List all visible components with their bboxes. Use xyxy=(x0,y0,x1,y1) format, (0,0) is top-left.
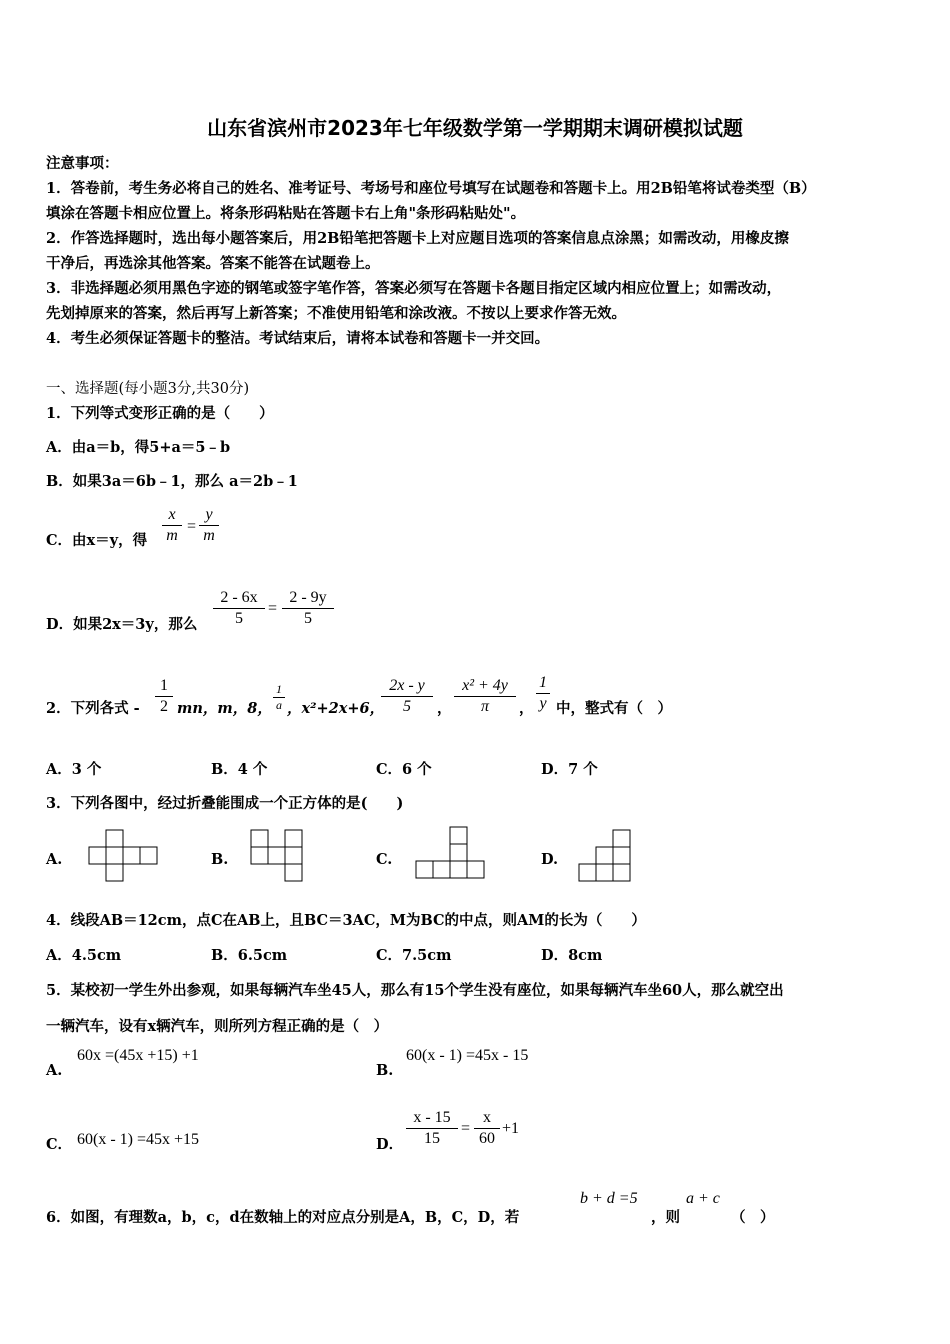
comma: ， xyxy=(437,700,452,717)
q6-expression-1: b + d =5 xyxy=(580,1190,638,1207)
cube-net-b-diagram xyxy=(250,829,306,885)
q2-fraction-1-over-a: 1 a xyxy=(273,682,285,713)
q3-label-b: B. xyxy=(211,851,229,868)
q6-expression-2: a + c xyxy=(686,1190,720,1207)
q4-stem: 4．线段AB＝12cm，点C在AB上，且BC＝3AC，M为BC的中点，则AM的长为（ ） xyxy=(46,912,646,929)
q5-equation-c: 60(x - 1) =45x +15 xyxy=(77,1131,200,1148)
q4-option-a: A．4.5cm xyxy=(46,947,122,964)
q1-option-a: A．由a＝b，得5+a＝5﹣b xyxy=(46,439,231,456)
q2-fraction-3: 2x - y 5 xyxy=(381,676,433,717)
q2-option-d: D．7 个 xyxy=(541,761,598,778)
q4-option-d: D．8cm xyxy=(541,947,603,964)
q6-answer-bracket: （ ） xyxy=(731,1209,775,1226)
q5-label-b: B. xyxy=(376,1062,394,1079)
notice-line: 2．作答选择题时，选出每小题答案后，用2B铅笔把答题卡上对应题目选项的答案信息点涂黑；如需改动，用橡皮擦 xyxy=(46,230,789,247)
q4-option-b: B．6.5cm xyxy=(211,947,288,964)
equals-sign: = xyxy=(268,600,278,617)
q5-d-fraction-2: x 60 xyxy=(474,1108,500,1149)
q1-option-c: C．由x＝y，得 xyxy=(46,532,148,549)
cube-net-d-diagram xyxy=(578,829,634,885)
q2-option-a: A．3 个 xyxy=(46,761,102,778)
equals-sign: = xyxy=(461,1120,471,1137)
q3-label-c: C. xyxy=(376,851,393,868)
q5-label-c: C． xyxy=(46,1136,73,1153)
q5-equation-b: 60(x - 1) =45x - 15 xyxy=(406,1047,529,1064)
q5-label-a: A. xyxy=(46,1062,63,1079)
q1-option-d: D．如果2x＝3y，那么 xyxy=(46,616,198,633)
q5-equation-a: 60x =(45x +15) +1 xyxy=(77,1047,199,1064)
q2-option-b: B．4 个 xyxy=(211,761,268,778)
q3-stem: 3．下列各图中，经过折叠能围成一个正方体的是( ) xyxy=(46,795,404,812)
cube-net-c-diagram xyxy=(413,826,487,884)
q2-fraction-4: x² + 4y π xyxy=(454,676,516,717)
q5-stem-line-1: 5．某校初一学生外出参观，如果每辆汽车坐45人，那么有15个学生没有座位，如果每辆汽车坐60人，那么就空出 xyxy=(46,982,784,999)
q5-stem-line-2: 一辆汽车，设有x辆汽车，则所列方程正确的是（ ） xyxy=(46,1018,389,1035)
equals-sign: = xyxy=(187,518,197,535)
q1-d-fraction-1: 2 - 6x 5 xyxy=(213,588,265,629)
q5-label-d: D． xyxy=(376,1136,404,1153)
section-heading: 一、选择题(每小题3分,共30分) xyxy=(46,381,250,397)
notice-line: 干净后，再选涂其他答案。答案不能答在试题卷上。 xyxy=(46,255,380,272)
q1-c-fraction-1: x m xyxy=(162,505,182,546)
q2-terms-1: mn，m，8， xyxy=(177,700,272,717)
notice-line: 填涂在答题卡相应位置上。将条形码粘贴在答题卡右上角"条形码粘贴处"。 xyxy=(46,205,526,222)
q3-label-a: A. xyxy=(46,851,63,868)
q4-option-c: C．7.5cm xyxy=(376,947,452,964)
notice-line: 1．答卷前，考生务必将自己的姓名、准考证号、考场号和座位号填写在试题卷和答题卡上。用2B铅笔将试卷类型（B） xyxy=(46,180,816,197)
q2-fraction-half: 1 2 xyxy=(155,676,173,717)
page-title: 山东省滨州市2023年七年级数学第一学期期末调研模拟试题 xyxy=(207,116,743,140)
q2-stem-prefix: 2．下列各式 - xyxy=(46,700,140,717)
notice-line: 先划掉原来的答案，然后再写上新答案；不准使用铅笔和涂改液。不按以上要求作答无效。 xyxy=(46,305,626,322)
q6-mid: ，则 xyxy=(651,1209,680,1226)
q5-d-tail: +1 xyxy=(502,1120,520,1137)
notice-heading: 注意事项： xyxy=(46,155,119,172)
q1-stem: 1．下列等式变形正确的是（ ） xyxy=(46,405,274,422)
q2-fraction-5: 1 y xyxy=(536,673,550,714)
cube-net-a-diagram xyxy=(88,829,160,885)
q2-option-c: C．6 个 xyxy=(376,761,432,778)
q2-terms-2: ，x²+2x+6， xyxy=(287,700,385,717)
q1-c-fraction-2: y m xyxy=(199,505,219,546)
notice-line: 4．考生必须保证答题卡的整洁。考试结束后，请将本试卷和答题卡一并交回。 xyxy=(46,330,550,347)
q2-stem-suffix: 中，整式有（ ） xyxy=(556,700,672,717)
notice-line: 3．非选择题必须用黑色字迹的钢笔或签字笔作答，答案必须写在答题卡各题目指定区域内相应位置上；如需改动， xyxy=(46,280,782,297)
q5-d-fraction-1: x - 15 15 xyxy=(406,1108,458,1149)
q6-stem: 6．如图，有理数a，b，c，d在数轴上的对应点分别是A，B，C，D，若 xyxy=(46,1209,520,1226)
comma: ， xyxy=(519,700,534,717)
q1-d-fraction-2: 2 - 9y 5 xyxy=(282,588,334,629)
q3-label-d: D. xyxy=(541,851,559,868)
q1-option-b: B．如果3a＝6b﹣1，那么 a＝2b﹣1 xyxy=(46,473,298,490)
